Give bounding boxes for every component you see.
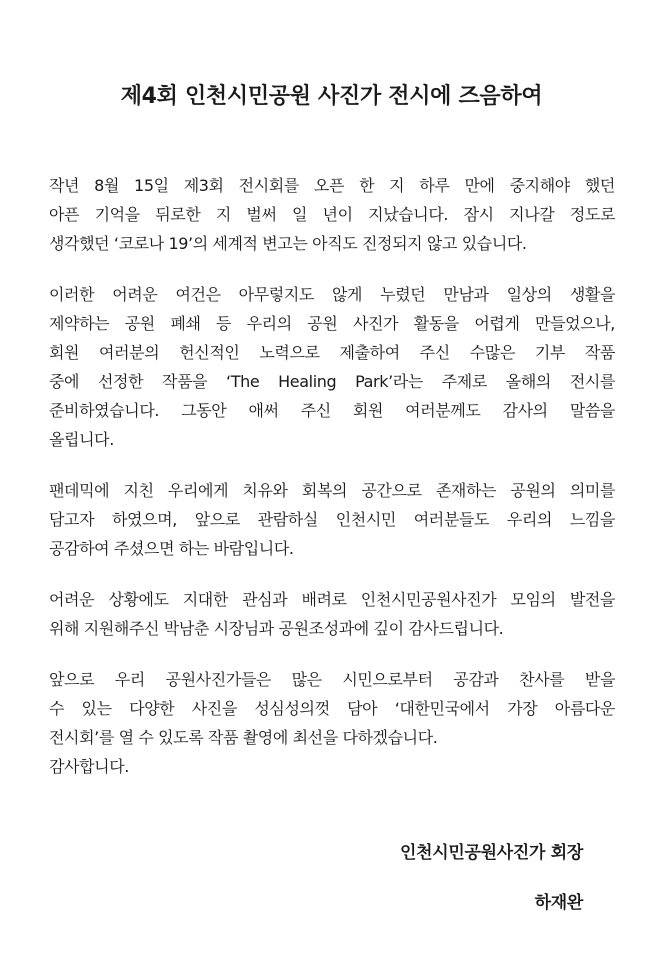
document-title: 제4회 인천시민공원 사진가 전시에 즈음하여: [120, 84, 543, 109]
text-line: 준비하였습니다. 그동안 애써 주신 회원 여러분께도 감사의 말씀을: [49, 401, 615, 420]
paragraph-3: [49, 476, 615, 563]
document-body: [49, 171, 615, 803]
text-line: 팬데믹에 지친 우리에게 치유와 회복의 공간으로 존재하는 공원의 의미를: [49, 481, 615, 500]
text-line: 생각했던 ‘코로나 19’의 세계적 변고는 아직도 진정되지 않고 있습니다.: [49, 234, 527, 253]
text-line: 수 있는 다양한 사진을 성심성의껏 담아 ‘대한민국에서 가장 아름다운: [49, 699, 615, 718]
text-line: 제약하는 공원 폐쇄 등 우리의 공원 사진가 활동을 어렵게 만들었으나,: [49, 314, 615, 333]
text-line: 감사합니다.: [49, 757, 129, 776]
text-line: 아픈 기억을 뒤로한 지 벌써 일 년이 지났습니다. 잠시 지나갈 정도로: [49, 205, 615, 224]
text-line: 공감하여 주셨으면 하는 바람입니다.: [49, 539, 294, 558]
signature-name: 하재완: [534, 893, 583, 913]
paragraph-4: [49, 585, 615, 643]
text-line: 앞으로 우리 공원사진가들은 많은 시민으로부터 공감과 찬사를 받을: [49, 670, 615, 689]
paragraph-2: [49, 280, 615, 454]
signature-organization: 인천시민공원사진가 회장: [400, 843, 583, 863]
text-line: 어려운 상황에도 지대한 관심과 배려로 인천시민공원사진가 모임의 발전을: [49, 590, 615, 609]
text-line: 담고자 하였으며, 앞으로 관람하실 인천시민 여러분들도 우리의 느낌을: [49, 510, 615, 529]
text-line: 올립니다.: [49, 430, 114, 449]
signature-block: [400, 838, 583, 918]
text-line: 전시회’를 열 수 있도록 작품 촬영에 최선을 다하겠습니다.: [49, 728, 438, 747]
text-line: 이러한 어려운 여건은 아무렇지도 않게 누렸던 만남과 일상의 생활을: [49, 285, 615, 304]
text-line: 작년 8월 15일 제3회 전시회를 오픈 한 지 하루 만에 중지해야 했던: [49, 176, 615, 195]
text-line: 회원 여러분의 헌신적인 노력으로 제출하여 주신 수많은 기부 작품: [49, 343, 615, 362]
paragraph-1: [49, 171, 615, 258]
text-line: 중에 선정한 작품을 ‘The Healing Park’라는 주제로 올해의 전시를: [49, 372, 615, 391]
paragraph-5: [49, 665, 615, 781]
text-line: 위해 지원해주신 박남춘 시장님과 공원조성과에 깊이 감사드립니다.: [49, 619, 504, 638]
